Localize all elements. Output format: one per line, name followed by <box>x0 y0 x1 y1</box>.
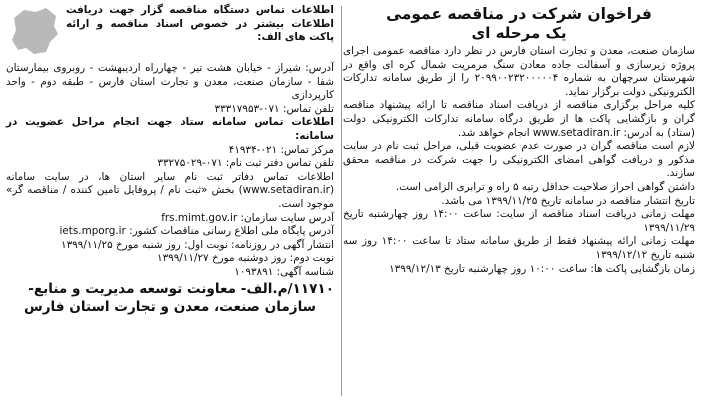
notice-subtitle: یک مرحله ای <box>471 24 567 42</box>
signature-line2: سازمان صنعت، معدن و تجارت استان فارس <box>23 298 317 315</box>
organization-logo <box>6 4 62 60</box>
publish-first: انتشار آگهی در روزنامه: نوبت اول: روز شنبه مورخ ۱۳۹۹/۱۱/۲۵ <box>61 238 334 251</box>
contact1-address: آدرس: شیراز - خیابان هشت تیر - چهارراه اردیبهشت - روبروی بیمارستان شفا - سازمان صنعت، معدن و تجارت استان فارس - طبقه دوم - واحد کارپردازی <box>6 62 334 102</box>
signature-line1: ۱۱۷۱۰/م.الف- معاونت توسعه مدیریت و منابع- <box>28 280 334 297</box>
contact1-phone: تلفن تماس: ۰۷۱-۳۳۳۱۷۹۵۳ <box>214 102 334 115</box>
notice-intro: سازمان صنعت، معدن و تجارت استان فارس در نظر دارد مناقصه عمومی اجرای پروژه زیرسازی و آسفالت جاده معادن سنگ مرمریت شمال کره ای واقع در شهرستان سرچهان به شماره ۲۰۹۹۰۰۲۳۲۰۰۰۰۰۴ را از طریق سامانه تدارکات الکترونیکی دولت برگزار نماید. <box>343 45 695 98</box>
publish-second: نوبت دوم: روز دوشنبه مورخ ۱۳۹۹/۱۱/۲۷ <box>156 252 334 265</box>
notice-proposal-deadline: مهلت زمانی ارائه پیشنهاد فقط از طریق سامانه ستاد تا ساعت ۱۴:۰۰ روز سه شنبه تاریخ ۱۳۹۹/۱۲/۱۲ <box>343 235 695 261</box>
center-phone: مرکز تماس: ۰۲۱-۴۱۹۳۴ <box>228 143 334 156</box>
notice-qualification: داشتن گواهی احراز صلاحیت حداقل رتبه ۵ راه و ترابری الزامی است. <box>395 180 695 193</box>
notice-publish-date: تاریخ انتشار مناقصه در سامانه تاریخ ۱۳۹۹/۱۱/۲۵ می باشد. <box>441 194 695 207</box>
notice-document-deadline: مهلت زمانی دریافت اسناد مناقصه از سایت: ساعت ۱۴:۰۰ روز چهارشنبه تاریخ ۱۳۹۹/۱۱/۲۹ <box>343 208 695 234</box>
fars-map-icon <box>6 4 62 60</box>
ad-id: شناسه آگهی: ۱۰۹۳۸۹۱ <box>234 265 334 278</box>
column-divider <box>341 6 342 396</box>
org-website: آدرس سایت سازمان: frs.mimt.gov.ir <box>161 211 334 224</box>
contact2-title: اطلاعات تماس سامانه ستاد جهت انجام مراحل عضویت در سامانه: <box>6 116 334 142</box>
iets-website: آدرس پایگاه ملی اطلاع رسانی مناقصات کشور: iets.mporg.ir <box>59 225 334 238</box>
notice-title: فراخوان شرکت در مناقصه عمومی <box>386 5 652 23</box>
notice-process: کلیه مراحل برگزاری مناقصه از دریافت اسناد مناقصه تا ارائه پیشنهاد مناقصه گران و بازگشایی پاکت ها از طریق درگاه سامانه تدارکات الکترونیکی دولت (ستاد) به آدرس: www.setadiran.ir انجام خواهد شد. <box>343 99 695 139</box>
offices-info: اطلاعات تماس دفاتر ثبت نام سایر استان ها، در سایت سامانه (www.setadiran.ir) بخش «ثبت نام / پروفایل تامین کننده / مناقصه گر» موجود است. <box>6 170 334 210</box>
contact-header <box>6 4 334 62</box>
notice-main-column <box>343 4 695 400</box>
notice-contact-column <box>6 4 334 400</box>
office-phone: تلفن تماس دفتر ثبت نام: ۰۷۱-۳۳۲۷۵۰۲۹ <box>157 157 334 170</box>
notice-registration: لازم است مناقصه گران در صورت عدم عضویت قبلی، مراحل ثبت نام در سایت مذکور و دریافت گواهی امضای الکترونیکی را جهت شرکت در مناقصه محقق سازند. <box>343 140 695 180</box>
notice-opening-time: زمان بازگشایی پاکت ها: ساعت ۱۰:۰۰ روز چهارشنبه تاریخ ۱۳۹۹/۱۲/۱۳ <box>389 262 695 275</box>
contact1-title: اطلاعات تماس دستگاه مناقصه گزار جهت دریافت اطلاعات بیشتر در خصوص اسناد مناقصه و ارائه پاکت های الف: <box>66 4 334 44</box>
